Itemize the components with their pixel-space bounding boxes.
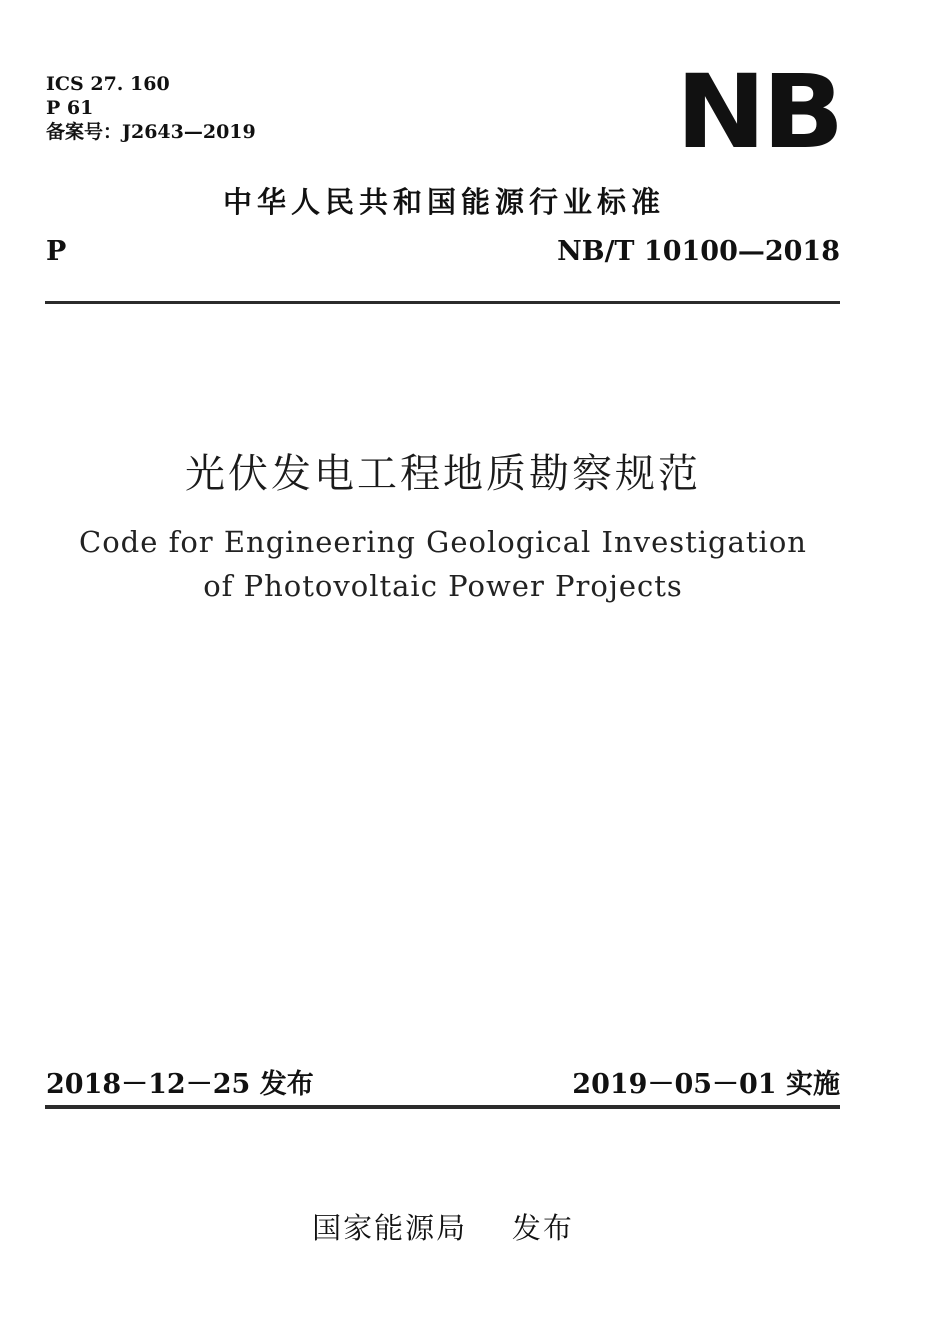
nb-logo: NB [675,53,840,172]
standard-number: NB/T 10100—2018 [557,236,840,267]
title-english [0,520,886,608]
title-english-line2: of Photovoltaic Power Projects [203,569,683,603]
organization-title: 中华人民共和国能源行业标准 [222,185,665,219]
title-chinese: 光伏发电工程地质勘察规范 [185,451,701,497]
category-code: P [46,236,67,267]
filing-number: 备案号：J2643—2019 [46,121,256,143]
publisher: 国家能源局 发布 [312,1211,574,1245]
class-code: P 61 [46,97,94,119]
bottom-divider [45,1105,840,1109]
implementation-date: 2019－05－01 实施 [572,1069,840,1100]
classification-block [46,72,256,144]
top-divider [45,301,840,304]
issue-date: 2018－12－25 发布 [46,1069,314,1100]
title-english-line1: Code for Engineering Geological Investigation [79,525,807,559]
ics-code: ICS 27. 160 [46,73,170,95]
